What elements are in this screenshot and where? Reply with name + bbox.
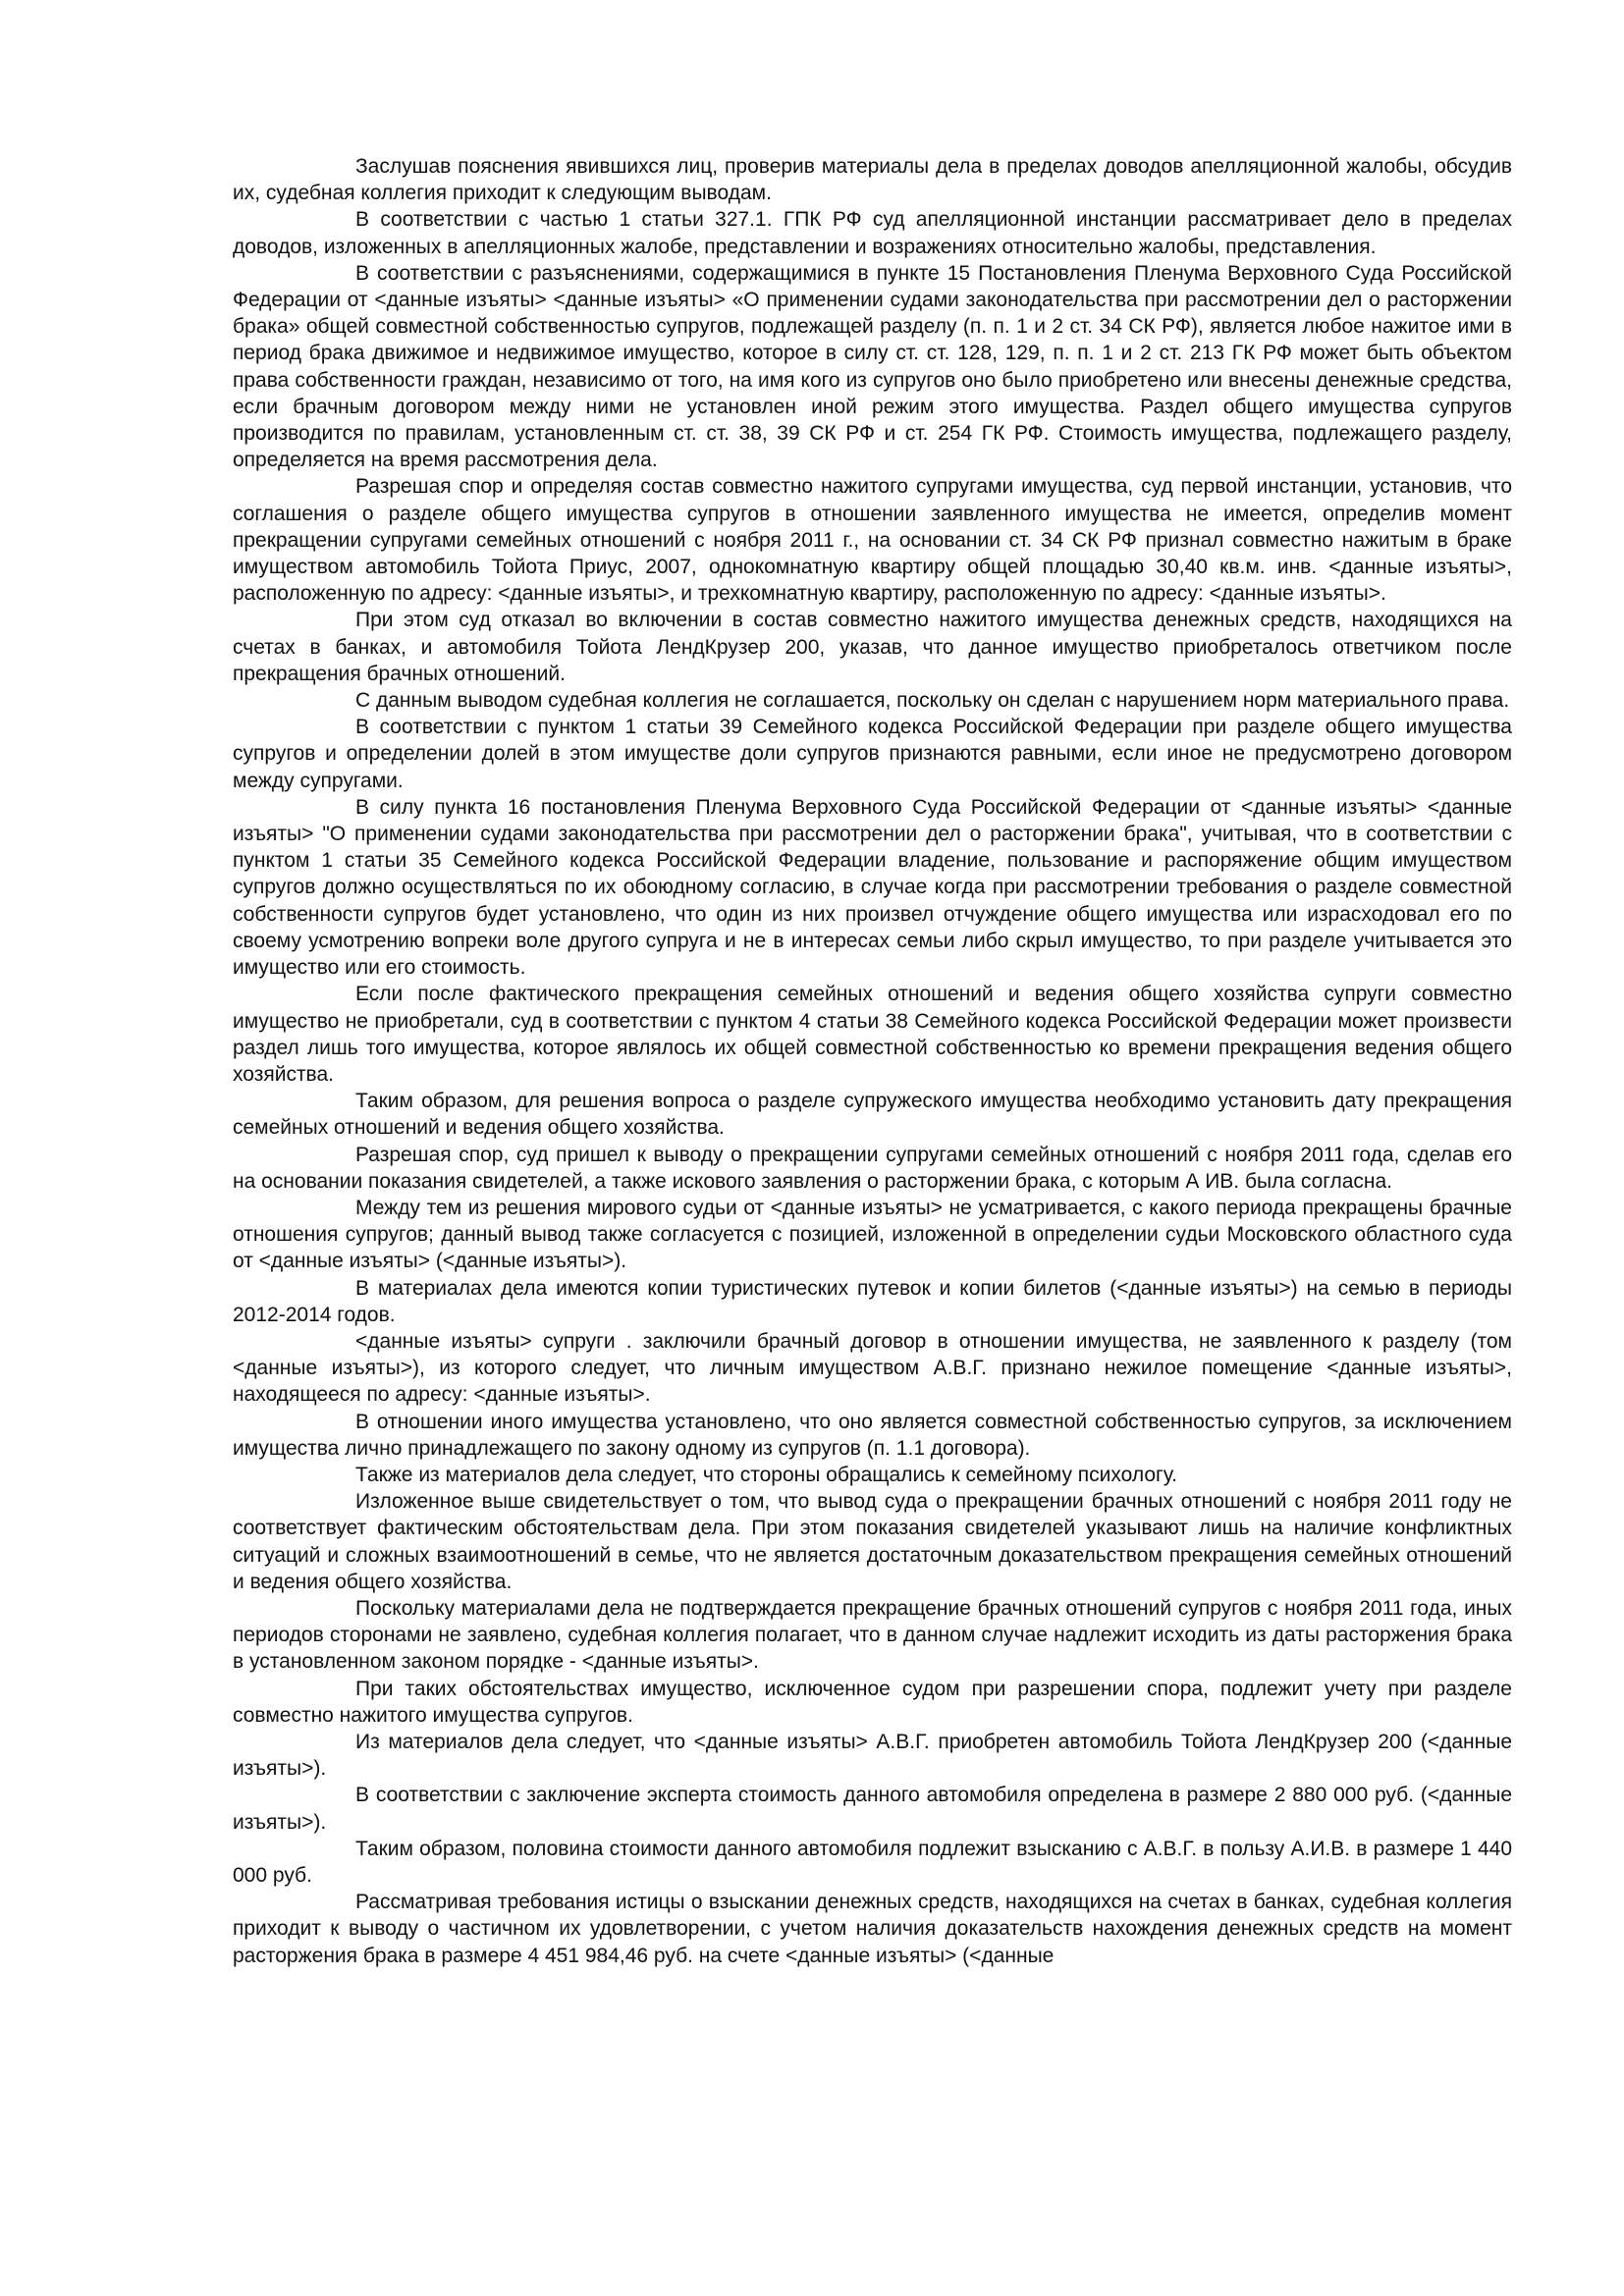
paragraph: Между тем из решения мирового судьи от <данные изъяты> не усматривается, с какого периода прекращены брачные отношения супругов; данный вывод также согласуется с позицией, изложенной в определении судьи Московского областного суда от <данные изъяты> (<данные изъяты>). xyxy=(233,1196,1512,1273)
paragraph: Изложенное выше свидетельствует о том, что вывод суда о прекращении брачных отношений с ноября 2011 году не соответствует фактическим обстоятельствам дела. При этом показания свидетелей указывают лишь на наличие конфликтных ситуаций и сложных взаимоотношений в семье, что не является достаточным доказательством прекращения семейных отношений и ведения общего хозяйства. xyxy=(233,1490,1512,1593)
paragraph: Если после фактического прекращения семейных отношений и ведения общего хозяйства супруги совместно имущество не приобретали, суд в соответствии с пунктом 4 статьи 38 Семейного кодекса Российской Федерации может произвести раздел лишь того имущества, которое являлось их общей совместной собственностью ко времени прекращения ведения общего хозяйства. xyxy=(233,983,1512,1086)
paragraph: В отношении иного имущества установлено, что оно является совместной собственностью супругов, за исключением имущества лично принадлежащего по закону одному из супругов (п. 1.1 договора). xyxy=(233,1410,1512,1460)
paragraph: Заслушав пояснения явившихся лиц, проверив материалы дела в пределах доводов апелляционной жалобы, обсудив их, судебная коллегия приходит к следующим выводам. xyxy=(233,155,1512,205)
paragraph: Поскольку материалами дела не подтверждается прекращение брачных отношений супругов с ноября 2011 года, иных периодов сторонами не заявлено, судебная коллегия полагает, что в данном случае надлежит исходить из даты расторжения брака в установленном законом порядке - <данные изъяты>. xyxy=(233,1596,1512,1674)
paragraph: В соответствии с пунктом 1 статьи 39 Семейного кодекса Российской Федерации при разделе общего имущества супругов и определении долей в этом имуществе доли супругов признаются равными, если иное не предусмотрено договором между супругами. xyxy=(233,716,1512,792)
paragraph: В силу пункта 16 постановления Пленума Верховного Суда Российской Федерации от <данные изъяты> <данные изъяты> "О применении судами законодательства при рассмотрении дел о расторжении брака", учитывая, что в соответствии с пунктом 1 статьи 35 Семейного кодекса Российской Федерации владение, пользование и распоряжение общим имуществом супругов должно осуществляться по их обоюдному согласию, в случае когда при рассмотрении требования о разделе совместной собственности супругов будет установлено, что один из них произвел отчуждение общего имущества или израсходовал его по своему усмотрению вопреки воле другого супруга и не в интересах семьи либо скрыл имущество, то при разделе учитывается это имущество или его стоимость. xyxy=(233,795,1512,980)
paragraph: С данным выводом судебная коллегия не соглашается, поскольку он сделан с нарушением норм материального права. xyxy=(355,689,1510,713)
paragraph: При таких обстоятельствах имущество, исключенное судом при разрешении спора, подлежит учету при разделе совместно нажитого имущества супругов. xyxy=(233,1677,1512,1727)
paragraph: Таким образом, для решения вопроса о разделе супружеского имущества необходимо установить дату прекращения семейных отношений и ведения общего хозяйства. xyxy=(233,1090,1512,1140)
paragraph: При этом суд отказал во включении в состав совместно нажитого имущества денежных средств, находящихся на счетах в банках, и автомобиля Тойота ЛендКрузер 200, указав, что данное имущество приобреталось ответчиком после прекращения брачных отношений. xyxy=(233,609,1512,685)
paragraph: Также из материалов дела следует, что стороны обращались к семейному психологу. xyxy=(355,1463,1177,1486)
paragraph: Разрешая спор, суд пришел к выводу о прекращении супругами семейных отношений с ноября 2011 года, сделав его на основании показания свидетелей, а также искового заявления о расторжении брака, с которым А ИВ. была согласна. xyxy=(233,1143,1512,1193)
paragraph: Таким образом, половина стоимости данного автомобиля подлежит взысканию с А.В.Г. в пользу А.И.В. в размере 1 440 000 руб. xyxy=(233,1837,1512,1887)
paragraph: В соответствии с частью 1 статьи 327.1. ГПК РФ суд апелляционной инстанции рассматривает дело в пределах доводов, изложенных в апелляционных жалобе, представлении и возражениях относительно жалобы, представления. xyxy=(233,208,1512,258)
paragraph: В соответствии с заключение эксперта стоимость данного автомобиля определена в размере 2 880 000 руб. (<данные изъяты>). xyxy=(233,1784,1512,1834)
paragraph: <данные изъяты> супруги . заключили брачный договор в отношении имущества, не заявленного к разделу (том <данные изъяты>), из которого следует, что личным имуществом А.В.Г. признано нежилое помещение <данные изъяты>, находящееся по адресу: <данные изъяты>. xyxy=(233,1329,1512,1407)
paragraph: В материалах дела имеются копии туристических путевок и копии билетов (<данные изъяты>) на семью в периоды 2012-2014 годов. xyxy=(233,1276,1512,1326)
paragraph: Рассматривая требования истицы о взыскании денежных средств, находящихся на счетах в банках, судебная коллегия приходит к выводу о частичном их удовлетворении, с учетом наличия доказательств нахождения денежных средств на момент расторжения брака в размере 4 451 984,46 руб. на счете <данные изъяты> (<данные xyxy=(233,1891,1512,1967)
paragraph: Из материалов дела следует, что <данные изъяты> А.В.Г. приобретен автомобиль Тойота ЛендКрузер 200 (<данные изъяты>). xyxy=(233,1730,1512,1781)
document-text-body xyxy=(233,153,1512,1969)
paragraph: В соответствии с разъяснениями, содержащимися в пункте 15 Постановления Пленума Верховного Суда Российской Федерации от <данные изъяты> <данные изъяты> «О применении судами законодательства при рассмотрении дел о расторжении брака» общей совместной собственностью супругов, подлежащей разделу (п. п. 1 и 2 ст. 34 СК РФ), является любое нажитое ими в период брака движимое и недвижимое имущество, которое в силу ст. ст. 128, 129, п. п. 1 и 2 ст. 213 ГК РФ может быть объектом права собственности граждан, независимо от того, на имя кого из супругов оно было приобретено или внесены денежные средства, если брачным договором между ними не установлен иной режим этого имущества. Раздел общего имущества супругов производится по правилам, установленным ст. ст. 38, 39 СК РФ и ст. 254 ГК РФ. Стоимость имущества, подлежащего разделу, определяется на время рассмотрения дела. xyxy=(233,261,1512,472)
paragraph: Разрешая спор и определяя состав совместно нажитого супругами имущества, суд первой инстанции, установив, что соглашения о разделе общего имущества супругов в отношении заявленного имущества не имеется, определив момент прекращении супругами семейных отношений с ноября 2011 г., на основании ст. 34 СК РФ признал совместно нажитым в браке имуществом автомобиль Тойота Приус, 2007, однокомнатную квартиру общей площадью 30,40 кв.м. инв. <данные изъяты>, расположенную по адресу: <данные изъяты>, и трехкомнатную квартиру, расположенную по адресу: <данные изъяты>. xyxy=(233,475,1512,606)
